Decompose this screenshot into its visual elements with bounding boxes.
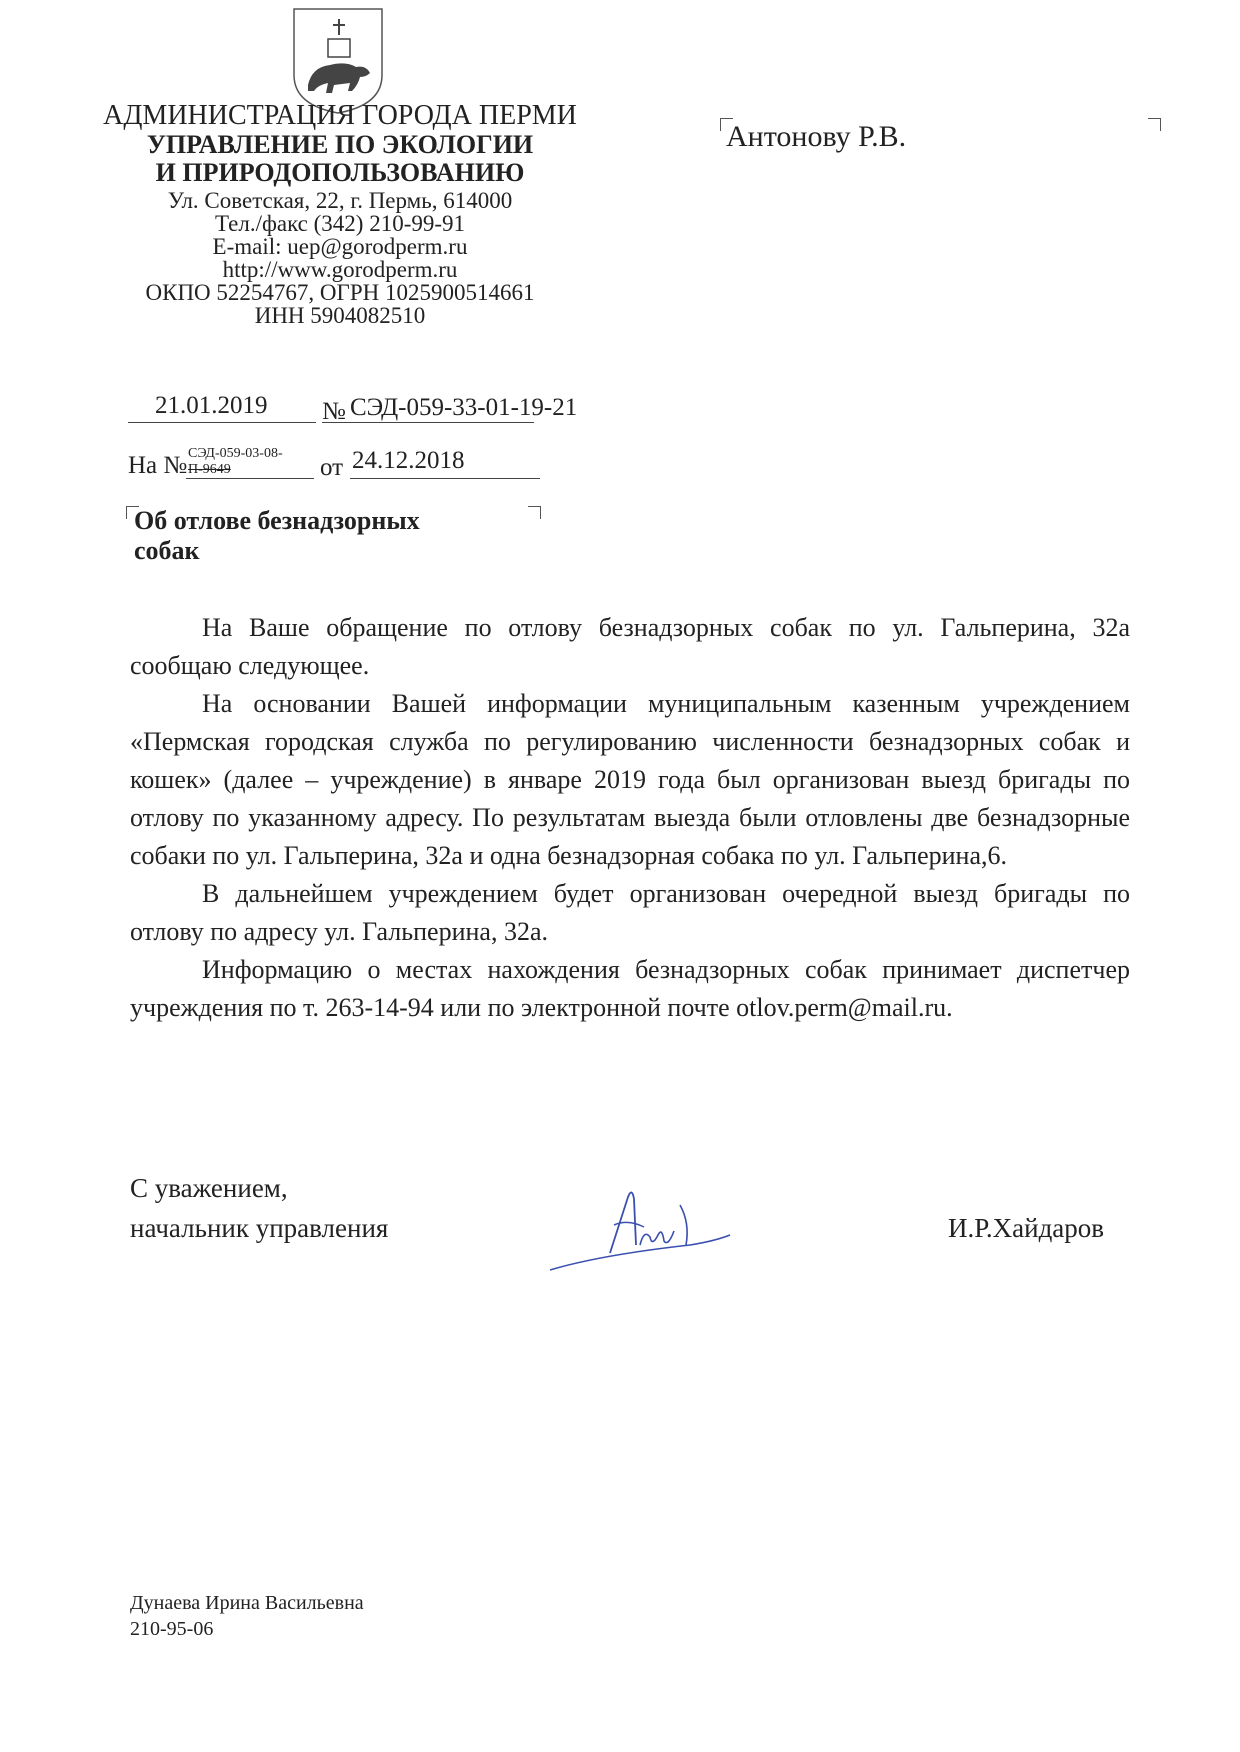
subject-line2: собак: [134, 536, 200, 565]
handwritten-signature: [540, 1175, 740, 1285]
paragraph-1: На Ваше обращение по отлову безнадзорных собак по ул. Гальперина, 32а сообщаю следующее.: [130, 613, 1130, 680]
addressee: Антонову Р.В.: [726, 120, 907, 153]
reference-number-line2: П-9649: [188, 462, 231, 477]
signer-name: И.Р.Хайдаров: [948, 1213, 1105, 1243]
executor-name: Дунаева Ирина Васильевна: [130, 1592, 364, 1614]
subject-corner-right: [528, 506, 541, 519]
paragraph-2: На основании Вашей информации муниципальным казенным учреждением «Пермская городская служба по регулированию численности безнадзорных собак и кошек» (далее – учреждение) в январе 2019 года был организован выезд бригады по отлову по указанному адресу. По результатам выезда были отловлены две безнадзорные собаки по ул. Гальперина, 32а и одна безнадзорная собака по ул. Гальперина,6.: [130, 689, 1130, 870]
subject-line1: Об отлове безнадзорных: [134, 506, 420, 535]
paragraph-3: В дальнейшем учреждением будет организован очередной выезд бригады по отлову по адресу ул. Гальперина, 32а.: [130, 879, 1130, 946]
registration-number: СЭД-059-33-01-19-21: [350, 394, 578, 421]
email: E-mail: uep@gorodperm.ru: [212, 234, 468, 259]
addressee-corner-right: [1148, 118, 1161, 131]
inn: ИНН 5904082510: [254, 303, 426, 328]
phone: Тел./факс (342) 210-99-91: [214, 211, 466, 236]
reference-number-line1: СЭД-059-03-08-: [188, 446, 283, 461]
executor-info: [130, 1590, 364, 1642]
closing-position: начальник управления: [130, 1213, 389, 1243]
ref-date-underline: [350, 478, 540, 479]
paragraph-4: Информацию о местах нахождения безнадзорных собак принимает диспетчер учреждения по т. 263-14-94 или по электронной почте otlov.perm@mail.ru.: [130, 955, 1130, 1022]
date-underline: [128, 422, 316, 423]
registration-date: 21.01.2019: [155, 392, 268, 419]
number-sign: №: [322, 398, 346, 425]
letter-body: [130, 609, 1130, 1027]
number-underline: [322, 422, 534, 423]
department-name-line1: УПРАВЛЕНИЕ ПО ЭКОЛОГИИ: [146, 130, 534, 159]
reference-prefix: На №: [128, 452, 188, 479]
okpo-ogrn: ОКПО 52254767, ОГРН 1025900514661: [145, 280, 535, 305]
executor-phone: 210-95-06: [130, 1618, 214, 1640]
admin-name: АДМИНИСТРАЦИЯ ГОРОДА ПЕРМИ: [103, 100, 577, 131]
closing-regards: С уважением,: [130, 1173, 288, 1203]
website: http://www.gorodperm.ru: [222, 257, 458, 282]
department-name-line2: И ПРИРОДОПОЛЬЗОВАНИЮ: [155, 158, 525, 187]
reference-from: от: [320, 454, 344, 481]
subject: [134, 506, 420, 566]
address: Ул. Советская, 22, г. Пермь, 614000: [167, 188, 513, 213]
ref-number-underline: [186, 478, 314, 479]
reference-date: 24.12.2018: [352, 447, 465, 474]
